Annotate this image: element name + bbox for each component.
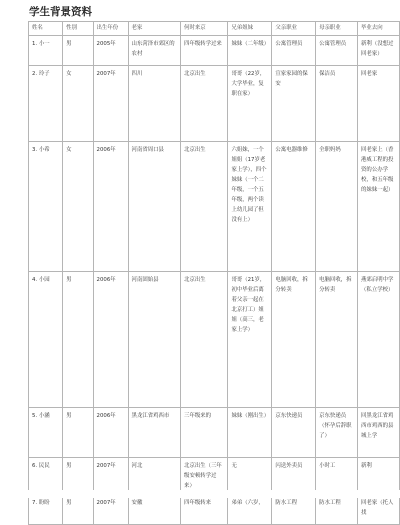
page-title: 学生背景资料 [29,6,92,18]
hometown-cell: 山东菏泽市郊区的农村 [128,36,181,66]
hometown-cell: 四川 [128,66,181,142]
destination-cell: 新利（没想过回老家） [358,36,400,66]
father-job-cell: 防水工程 [272,495,316,525]
gender-cell: 男 [63,408,93,458]
mother-job-cell: 全职妈妈 [316,142,358,272]
mother-job-cell: 电脑回收，拆分转卖 [316,272,358,408]
destination-cell: 回老家 [358,66,400,142]
destination-cell: 回老家（托人找 [358,495,400,525]
header-cell: 老家 [128,22,181,36]
arrival-cell: 四年级转来 [181,495,228,525]
header-cell: 何时来京 [181,22,228,36]
father-job-cell: 宣家家园的保安 [272,66,316,142]
destination-cell: 回黑龙江省鸡西市鸡西的县城上学 [358,408,400,458]
siblings-cell: 弟弟（六岁， [228,495,272,525]
gender-cell: 男 [63,272,93,408]
siblings-cell: 哥哥（21岁，初中毕业后离着父亲一起在北京打工）姐姐（高三，老家上学） [228,272,272,408]
father-job-cell: 闪送外卖员 [272,458,316,495]
table-row [29,66,400,142]
hometown-cell: 安徽 [128,495,181,525]
year-cell: 2006年 [93,408,128,458]
mother-job-cell: 京东快递员（怀孕后辞职了） [316,408,358,458]
header-cell: 出生年份 [93,22,128,36]
gender-cell: 男 [63,458,93,495]
year-cell: 2007年 [93,495,128,525]
gender-cell: 男 [63,36,93,66]
year-cell: 2007年 [93,458,128,495]
hometown-cell: 黑龙江省鸡西市 [128,408,181,458]
arrival-cell: 三年级来的 [181,408,228,458]
table-header-row [29,22,400,36]
hometown-cell: 河南省周口县 [128,142,181,272]
header-cell: 母亲职业 [316,22,358,36]
header-cell: 性别 [63,22,93,36]
year-cell: 2007年 [93,66,128,142]
siblings-cell: 无 [228,458,272,495]
name-cell: 7. 盼盼 [29,495,63,525]
name-cell: 5. 小涵 [29,408,63,458]
hometown-cell: 河北 [128,458,181,495]
arrival-cell: 北京出生 [181,272,228,408]
hometown-cell: 河南固始县 [128,272,181,408]
father-job-cell: 公寓电器维修 [272,142,316,272]
gender-cell: 男 [63,495,93,525]
siblings-cell: 妹妹（刚出生） [228,408,272,458]
arrival-cell: 四年级转学过来 [181,36,228,66]
siblings-cell: 哥哥（22岁，大学毕业，复职在家） [228,66,272,142]
destination-cell: 燕郊启明中学（私立学校） [358,272,400,408]
mother-job-cell: 防水工程 [316,495,358,525]
name-cell: 4. 小园 [29,272,63,408]
table-row [29,272,400,408]
name-cell: 6. 民民 [29,458,63,495]
destination-cell: 新利 [358,458,400,495]
header-cell: 兄弟姐妹 [228,22,272,36]
table-row [29,142,400,272]
table-row [29,36,400,66]
siblings-cell: 妹妹（二年级） [228,36,272,66]
gender-cell: 女 [63,142,93,272]
year-cell: 2006年 [93,272,128,408]
destination-cell: 回老家上（香港威工程的投资的公办学校，和五年级的妹妹一起） [358,142,400,272]
table-row [29,408,400,458]
table-row [29,495,400,525]
name-cell: 3. 小希 [29,142,63,272]
year-cell: 2006年 [93,142,128,272]
father-job-cell: 公寓管理员 [272,36,316,66]
mother-job-cell: 保洁员 [316,66,358,142]
name-cell: 1. 小一 [29,36,63,66]
name-cell: 2. 玲子 [29,66,63,142]
father-job-cell: 电脑回收，拆分转卖 [272,272,316,408]
gender-cell: 女 [63,66,93,142]
page-bottom-edge [0,490,400,498]
student-background-table [28,21,400,525]
header-cell: 姓名 [29,22,63,36]
father-job-cell: 京东快递员 [272,408,316,458]
year-cell: 2005年 [93,36,128,66]
mother-job-cell: 公寓管理员 [316,36,358,66]
arrival-cell: 北京出生 [181,142,228,272]
arrival-cell: 北京出生 [181,66,228,142]
siblings-cell: 六姐妹，一个姐姐（17岁老家上学），四个妹妹（一个二年级，一个五年级，两个读上幼儿园了但没有上） [228,142,272,272]
arrival-cell: 北京出生（三年级安顿转学过来） [181,458,228,495]
header-cell: 父亲职业 [272,22,316,36]
header-cell: 毕业去向 [358,22,400,36]
mother-job-cell: 小时工 [316,458,358,495]
table-row [29,458,400,495]
